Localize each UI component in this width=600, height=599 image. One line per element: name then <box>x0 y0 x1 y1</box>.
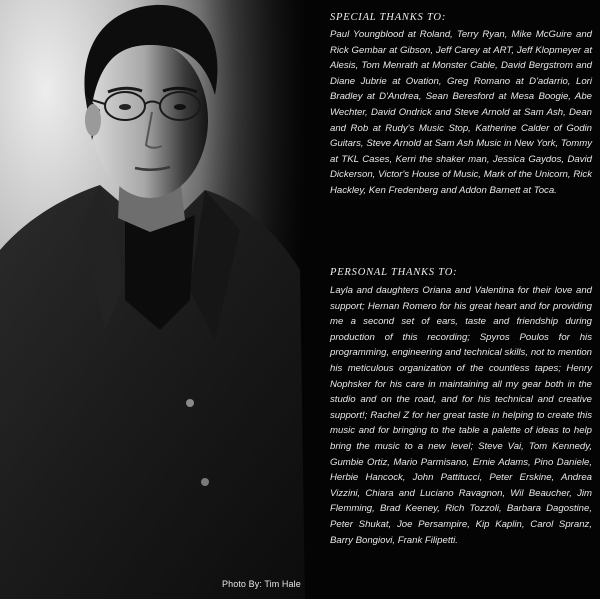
personal-thanks-body: Layla and daughters Oriana and Valentina for their love and support; Hernan Romero for his great heart and for providing me a second set of ears, taste and friendship during production of this recording; Spyros Poulos for his programming, engineering and technical skills, not to mention his meticulous organization of the countless tapes; Henry Nophsker for his care in maintaining all my gear both in the studio and on the road, and for his technical and creative support!; Rachel Z for her great taste in helping to create this music and for bringing to the table a palette of ideas to help bring the music to a new level; Steve Vai, Tom Kennedy, Gumbie Ortiz, Mario Parmisano, Ernie Adams, Pino Daniele, Herbie Hancock, John Pattitucci, Peter Erskine, Andrea Vizzini, Chiara and Luciano Ravagnon, Wil Beaucher, Jim Flemming, Brad Keeney, Rich Tozzoli, Barbara Dagostine, Peter Shukat, Joe Persampire, Kip Kaplin, Carol Spranz, Barry Bongiovi, Frank Filipetti. <box>330 285 592 546</box>
photo-credit: Photo By: Tim Hale <box>222 579 301 589</box>
eye-left <box>119 104 131 110</box>
ear <box>85 104 101 136</box>
personal-thanks-heading: PERSONAL THANKS TO: <box>330 267 458 278</box>
special-thanks-body: Paul Youngblood at Roland, Terry Ryan, Mike McGuire and Rick Gembar at Gibson, Jeff Carey at ART, Jeff Klopmeyer at Alesis, Tom Menrath at Monster Cable, David Bergstrom and Diane Jubrie at Ovation, Greg Romano at D'adarrio, Lori Bradley at D'Andrea, Sean Beresford at Mesa Boogie, Abe Wechter, David Ondrick and Steve Arnold at Sam Ash, Dean and Rob at Rudy's Music Stop, Katherine Calder of Godin Guitars, Steve Arnold at Sam Ash Music in New York, Tommy at TKL Cases, Kerri the shaker man, Jessica Gaydos, David Dickerson, Victor's House of Music, Mark of the Unicorn, Rick Hackley, Ken Fredenberg and Addon Barnett at Toca. <box>330 29 592 196</box>
thanks-panel <box>305 0 600 599</box>
special-thanks-heading: SPECIAL THANKS TO: <box>330 12 447 23</box>
coat-button <box>201 478 209 486</box>
coat-button <box>186 399 194 407</box>
eye-right <box>174 104 186 110</box>
